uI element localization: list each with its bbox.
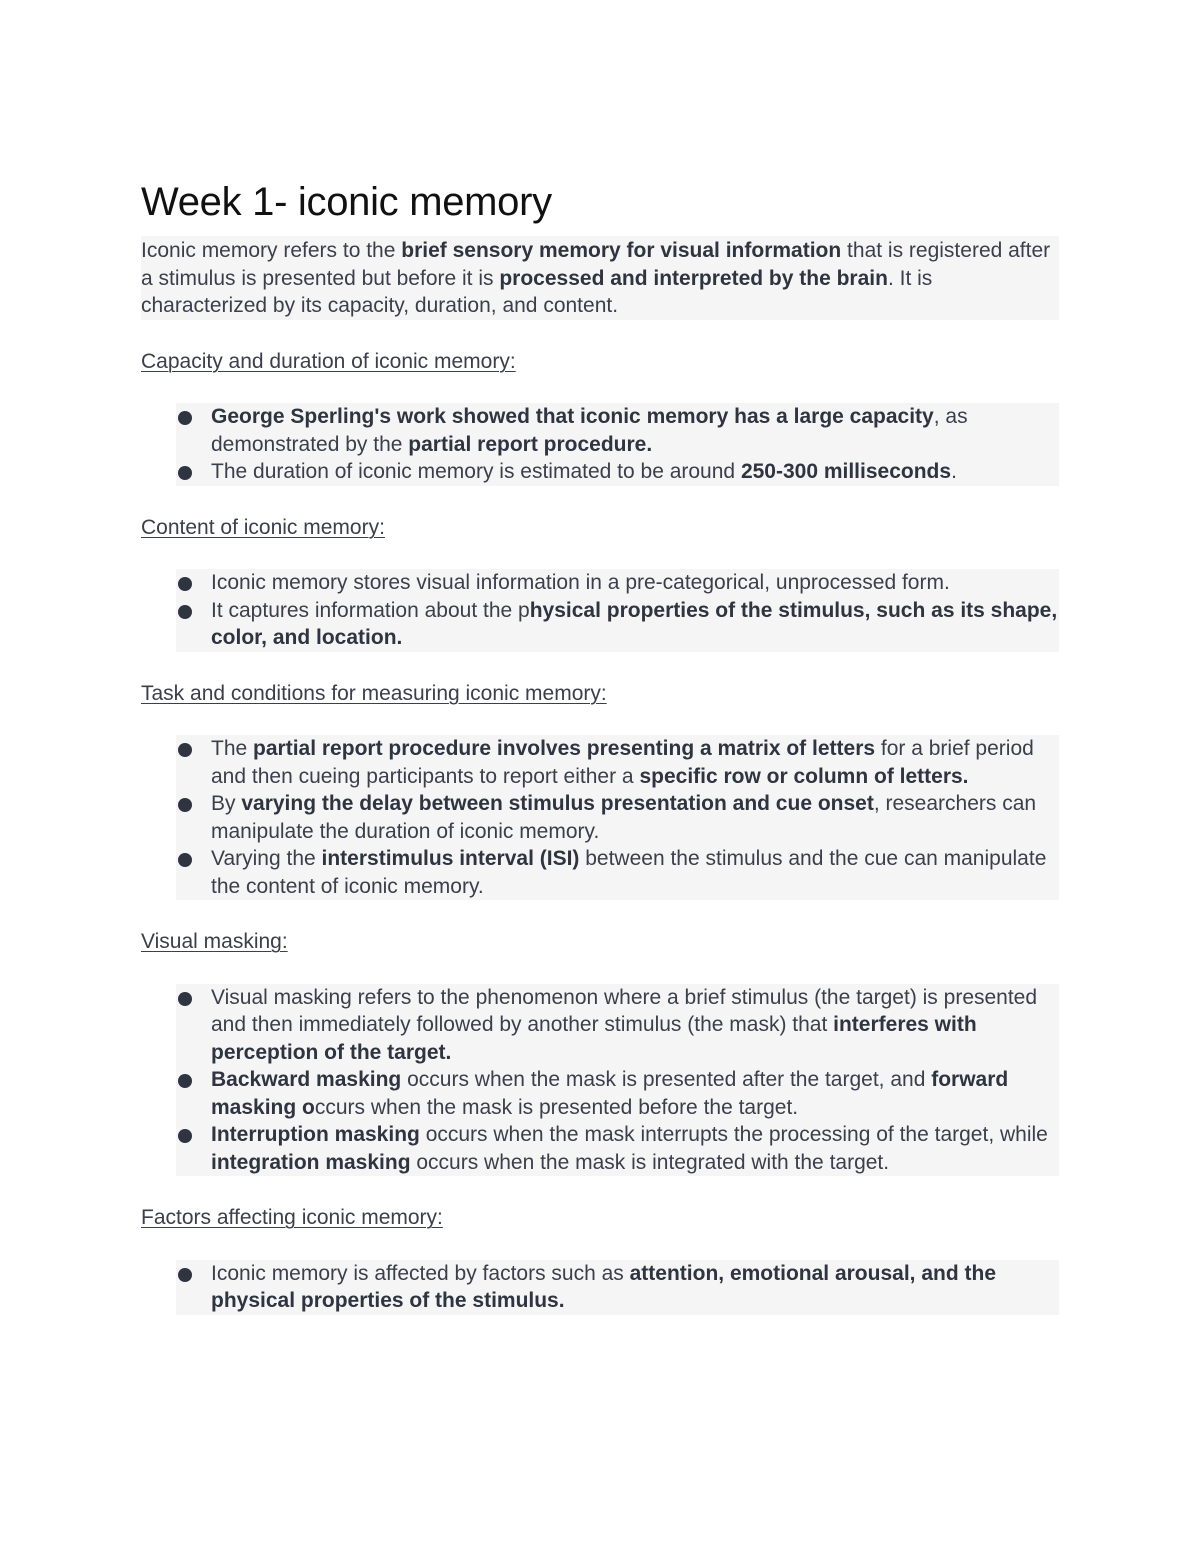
text-run: occurs when the mask interrupts the processing of the target, while	[419, 1123, 1048, 1146]
list-item-text	[211, 1121, 1059, 1176]
list-item-text	[211, 984, 1059, 1067]
bullet-icon	[178, 743, 192, 757]
list-item-text	[211, 569, 1059, 597]
bullet-icon	[178, 411, 192, 425]
bold-text: attention, emotional arousal, and the physical properties of the stimulus.	[211, 1261, 996, 1312]
bullet-icon	[178, 466, 192, 480]
list-item-text	[211, 845, 1059, 900]
sections-container	[141, 320, 1059, 1315]
bullet-icon	[178, 577, 192, 591]
list-item	[176, 403, 1059, 458]
text-run: .	[951, 460, 957, 483]
bullet-icon	[178, 1268, 192, 1282]
bold-text: Interruption masking	[211, 1123, 420, 1146]
section-gap	[141, 541, 1059, 569]
bullet-list	[141, 569, 1059, 652]
text-run: By	[211, 792, 242, 815]
intro-paragraph	[141, 236, 1059, 320]
text-run: Iconic memory stores visual information in a pre-categorical, unprocessed form.	[211, 571, 950, 594]
list-item	[176, 458, 1059, 486]
bullet-icon	[178, 992, 192, 1006]
list-item	[176, 1066, 1059, 1121]
bold-text: varying the delay between stimulus presentation and cue onset	[241, 792, 874, 815]
list-item	[176, 1260, 1059, 1315]
bold-text: partial report procedure involves presenting a matrix of letters	[253, 737, 876, 760]
bold-text: partial report procedure.	[408, 432, 653, 456]
text-run: Varying the	[211, 847, 322, 870]
bullet-icon	[178, 1129, 192, 1143]
bullet-list	[141, 403, 1059, 486]
text-run: occurs when the mask is integrated with the target.	[410, 1150, 890, 1174]
list-item-text	[211, 1066, 1059, 1121]
bullet-icon	[178, 853, 192, 867]
page-title: Week 1- iconic memory	[141, 180, 552, 224]
bold-text: processed and interpreted by the brain	[499, 266, 888, 290]
text-run: It captures information about the p	[211, 598, 530, 622]
section-heading: Visual masking:	[141, 928, 1059, 956]
text-run: . It is characterized by its capacity, duration, and content.	[141, 266, 933, 317]
text-run: Visual masking refers to the phenomenon where a brief stimulus (the target) is presented and then immediately followed by another stimulus (the mask) that	[211, 985, 1038, 1036]
list-item-text	[211, 790, 1059, 845]
document-body	[141, 236, 1059, 1315]
section-heading: Task and conditions for measuring iconic memory:	[141, 680, 1059, 708]
bold-text: interferes with perception of the target.	[211, 1013, 977, 1064]
bullet-icon	[178, 798, 192, 812]
section-gap	[141, 1232, 1059, 1260]
text-run: Iconic memory is affected by factors such as	[211, 1261, 630, 1285]
bullet-icon	[178, 605, 192, 619]
text-run: occurs when the mask is presented after the target, and	[401, 1068, 932, 1091]
section-heading: Capacity and duration of iconic memory:	[141, 348, 1059, 376]
section-gap	[141, 707, 1059, 735]
list-item	[176, 984, 1059, 1067]
list-item	[176, 790, 1059, 845]
text-run: Iconic memory refers to the	[141, 239, 402, 262]
text-run: , researchers can manipulate the duration of iconic memory.	[211, 792, 1037, 843]
section-gap	[141, 1176, 1059, 1204]
section-gap	[141, 956, 1059, 984]
list-item	[176, 1121, 1059, 1176]
bullet-list	[141, 735, 1059, 900]
bold-text: 250-300 milliseconds	[740, 460, 952, 483]
section-gap	[141, 652, 1059, 680]
list-item	[176, 569, 1059, 597]
bullet-icon	[178, 1074, 192, 1088]
list-item-text	[211, 597, 1059, 652]
list-item-text	[211, 458, 1059, 486]
section-gap	[141, 486, 1059, 514]
bold-text: integration masking	[211, 1150, 411, 1174]
list-item-text	[211, 403, 1059, 458]
text-run: for a brief period and then cueing participants to report either a	[211, 737, 1034, 788]
list-item-text	[211, 1260, 1059, 1315]
text-run: , as demonstrated by the	[211, 405, 968, 456]
bold-text: brief sensory memory for visual information	[401, 239, 842, 262]
bullet-list	[141, 1260, 1059, 1315]
bold-text: forward masking o	[211, 1068, 1009, 1119]
text-run: ccurs when the mask is presented before the target.	[314, 1095, 799, 1119]
section-gap	[141, 375, 1059, 403]
list-item	[176, 735, 1059, 790]
section-heading: Content of iconic memory:	[141, 514, 1059, 542]
list-item	[176, 845, 1059, 900]
bold-text: specific row or column of letters.	[639, 764, 969, 788]
text-run: between the stimulus and the cue can manipulate the content of iconic memory.	[211, 847, 1047, 898]
section-heading: Factors affecting iconic memory:	[141, 1204, 1059, 1232]
bullet-list	[141, 984, 1059, 1177]
bold-text: hysical properties of the stimulus, such as its shape, color, and location.	[211, 598, 1058, 649]
list-item	[176, 597, 1059, 652]
section-gap	[141, 320, 1059, 348]
bold-text: interstimulus interval (ISI)	[321, 847, 580, 870]
text-run: that is registered after a stimulus is presented but before it is	[141, 239, 1051, 290]
text-run: The duration of iconic memory is estimated to be around	[211, 460, 741, 483]
bold-text: George Sperling's work showed that iconic memory has a large capacity	[211, 405, 934, 428]
list-item-text	[211, 735, 1059, 790]
section-gap	[141, 900, 1059, 928]
bold-text: Backward masking	[211, 1068, 402, 1091]
text-run: The	[211, 737, 254, 760]
